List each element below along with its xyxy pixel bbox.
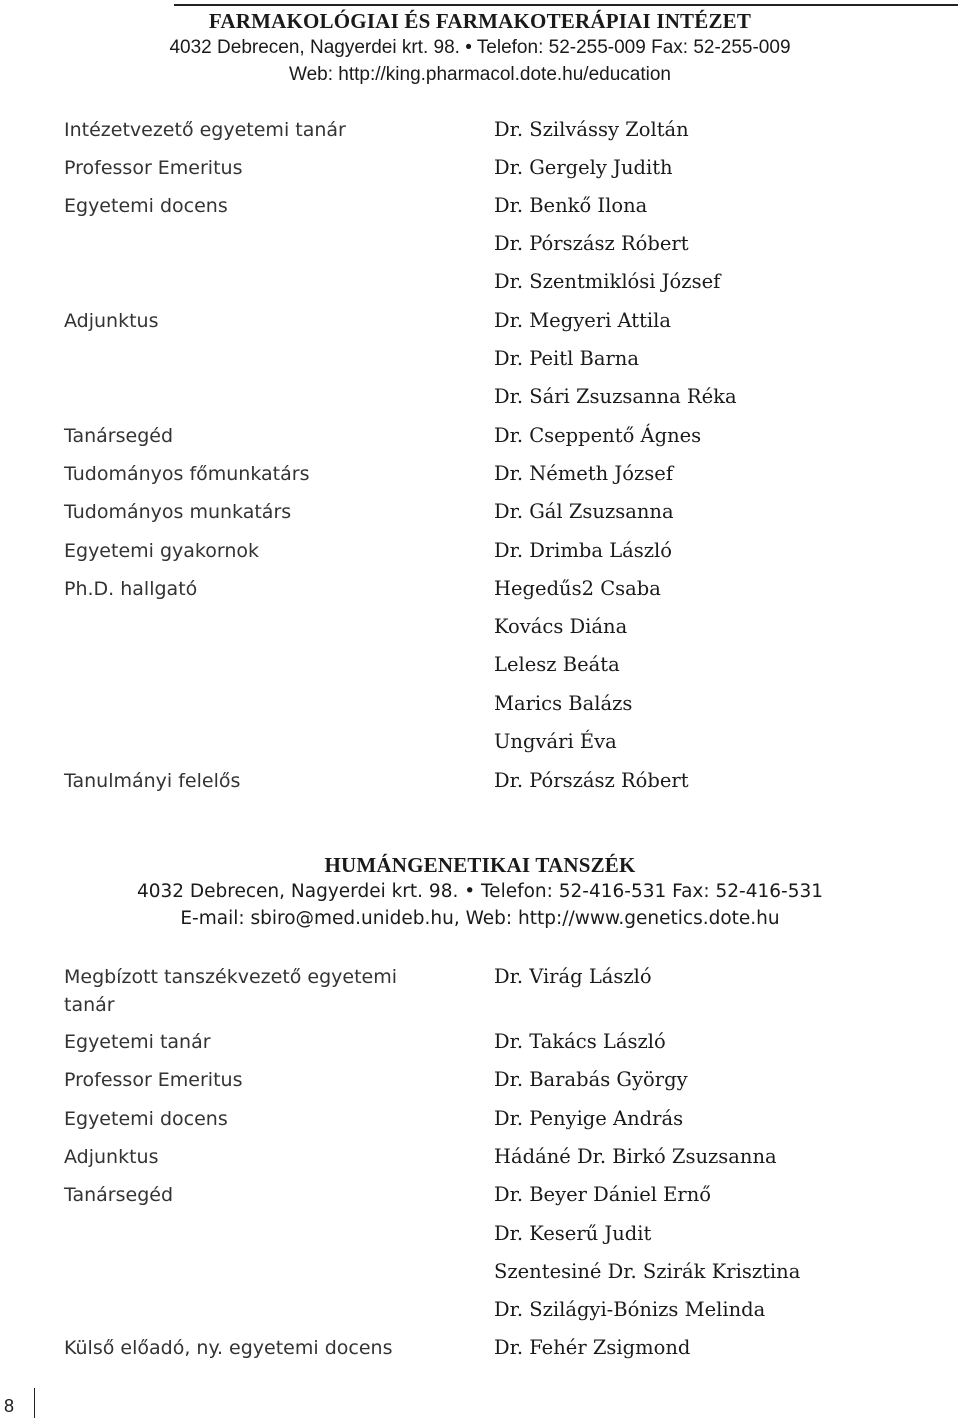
staff-name: Dr. Szilágyi-Bónizs Melinda [494,1298,766,1321]
staff-role: Adjunktus [64,1146,159,1168]
top-rule [174,4,958,6]
staff-role: Egyetemi gyakornok [64,540,260,562]
section-title: FARMAKOLÓGIAI ÉS FARMAKOTERÁPIAI INTÉZET [208,9,752,33]
staff-role: Egyetemi tanár [64,1031,211,1053]
staff-role: Intézetvezető egyetemi tanár [64,119,346,141]
staff-name: Dr. Gergely Judith [494,156,673,179]
staff-role: Tanársegéd [64,1184,173,1206]
staff-role: Egyetemi docens [64,195,228,217]
section-address: 4032 Debrecen, Nagyerdei krt. 98. • Telefon: 52-416-531 Fax: 52-416-531 [136,881,824,902]
page-number: 8 [4,1396,15,1416]
staff-role: Megbízott tanszékvezető egyetemi tanár [64,966,398,1016]
staff-role: Külső előadó, ny. egyetemi docens [64,1337,393,1359]
page-number-rule [34,1388,35,1418]
staff-name: Dr. Benkő Ilona [494,194,648,217]
section-address: 4032 Debrecen, Nagyerdei krt. 98. • Telefon: 52-255-009 Fax: 52-255-009 [169,37,791,58]
staff-name: Dr. Szentmiklósi József [494,270,721,293]
staff-role: Tanársegéd [64,425,173,447]
staff-role: Ph.D. hallgató [64,578,198,600]
staff-role: Tanulmányi felelős [64,770,241,792]
staff-role: Professor Emeritus [64,1069,243,1091]
staff-name: Dr. Drimba László [494,539,673,562]
section-web: E-mail: sbiro@med.unideb.hu, Web: http://www.genetics.dote.hu [180,908,780,929]
staff-role: Egyetemi docens [64,1108,228,1130]
staff-name: Dr. Németh József [494,462,674,485]
section-header-farmakologia [0,8,960,88]
staff-name: Hegedűs2 Csaba [494,577,661,600]
staff-name: Dr. Virág László [494,965,652,988]
staff-name: Dr. Pórszász Róbert [494,769,689,792]
staff-name: Dr. Sári Zsuzsanna Réka [494,385,737,408]
staff-role: Professor Emeritus [64,157,243,179]
staff-name: Ungvári Éva [494,730,617,753]
staff-name: Kovács Diána [494,615,628,638]
staff-name: Dr. Megyeri Attila [494,309,672,332]
staff-role: Tudományos főmunkatárs [64,463,310,485]
staff-name: Dr. Gál Zsuzsanna [494,500,674,523]
section-header-humangenetika [0,852,960,932]
staff-name: Dr. Beyer Dániel Ernő [494,1183,712,1206]
staff-name: Marics Balázs [494,692,633,715]
staff-name: Dr. Szilvássy Zoltán [494,118,689,141]
staff-name: Dr. Keserű Judit [494,1222,652,1245]
staff-name: Dr. Fehér Zsigmond [494,1336,691,1359]
staff-name: Dr. Penyige András [494,1107,684,1130]
staff-name: Dr. Barabás György [494,1068,688,1091]
staff-name: Lelesz Beáta [494,653,620,676]
section-web: Web: http://king.pharmacol.dote.hu/education [288,64,671,85]
staff-name: Dr. Peitl Barna [494,347,639,370]
staff-name: Szentesiné Dr. Szirák Krisztina [494,1260,801,1283]
section-title: HUMÁNGENETIKAI TANSZÉK [324,853,636,877]
staff-role: Adjunktus [64,310,159,332]
staff-role: Tudományos munkatárs [64,501,292,523]
staff-name: Hádáné Dr. Birkó Zsuzsanna [494,1145,777,1168]
staff-name: Dr. Pórszász Róbert [494,232,689,255]
staff-name: Dr. Cseppentő Ágnes [494,424,702,447]
staff-name: Dr. Takács László [494,1030,666,1053]
